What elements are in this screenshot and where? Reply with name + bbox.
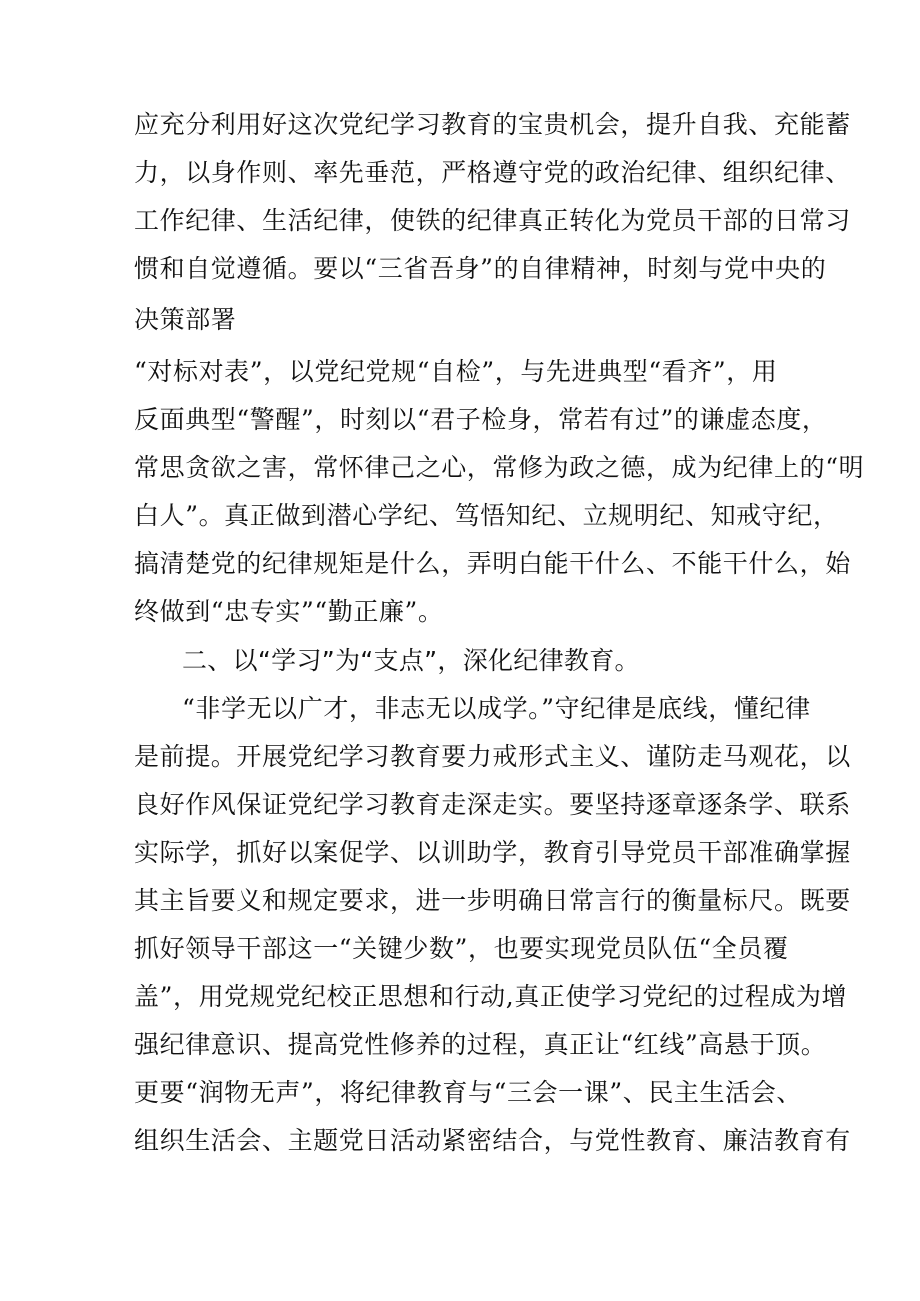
paragraph-line: 实际学，抓好以案促学、以训助学，教育引导党员干部准确掌握 (134, 838, 851, 867)
section-heading: 二、以“学习”为“支点”，深化纪律教育。 (182, 646, 640, 675)
paragraph-line: 良好作风保证党纪学习教育走深走实。要坚持逐章逐条学、联系 (134, 790, 851, 819)
paragraph-line: 抓好领导干部这一“关键少数”，也要实现党员队伍“全员覆 (134, 934, 789, 963)
paragraph-line: 反面典型“警醒”，时刻以“君子检身，常若有过”的谦虚态度， (134, 405, 828, 434)
paragraph-line: 决策部署 (134, 305, 237, 334)
paragraph-line: 更要“润物无声”，将纪律教育与“三会一课”、民主生活会、 (134, 1078, 802, 1107)
paragraph-line: 是前提。开展党纪学习教育要力戒形式主义、谨防走马观花，以 (134, 742, 851, 771)
paragraph-line: 力，以身作则、率先垂范，严格遵守党的政治纪律、组织纪律、 (134, 158, 851, 187)
paragraph-line: 搞清楚党的纪律规矩是什么，弄明白能干什么、不能干什么，始 (134, 549, 851, 578)
paragraph-line: “对标对表”，以党纪党规“自检”，与先进典型“看齐”，用 (134, 357, 778, 386)
paragraph-line: 盖”，用党规党纪校正思想和行动,真正使学习党纪的过程成为增 (134, 982, 848, 1011)
paragraph-line: 终做到“忠专实”“勤正廉”。 (134, 597, 444, 626)
paragraph-line: 组织生活会、主题党日活动紧密结合，与党性教育、廉洁教育有 (134, 1126, 851, 1155)
paragraph-line: 惯和自觉遵循。要以“三省吾身”的自律精神，时刻与党中央的 (134, 254, 827, 283)
paragraph-line: 常思贪欲之害，常怀律己之心，常修为政之德，成为纪律上的“明 (134, 453, 865, 482)
paragraph-line: “非学无以广才，非志无以成学。”守纪律是底线，懂纪律 (182, 694, 811, 723)
paragraph-line: 工作纪律、生活纪律，使铁的纪律真正转化为党员干部的日常习 (134, 206, 851, 235)
paragraph-line: 白人”。真正做到潜心学纪、笃悟知纪、立规明纪、知戒守纪， (134, 501, 839, 530)
paragraph-line: 应充分利用好这次党纪学习教育的宝贵机会，提升自我、充能蓄 (134, 110, 851, 139)
paragraph-line: 其主旨要义和规定要求，进一步明确日常言行的衡量标尺。既要 (134, 886, 851, 915)
paragraph-line: 强纪律意识、提高党性修养的过程，真正让“红线”高悬于顶。 (134, 1030, 827, 1059)
